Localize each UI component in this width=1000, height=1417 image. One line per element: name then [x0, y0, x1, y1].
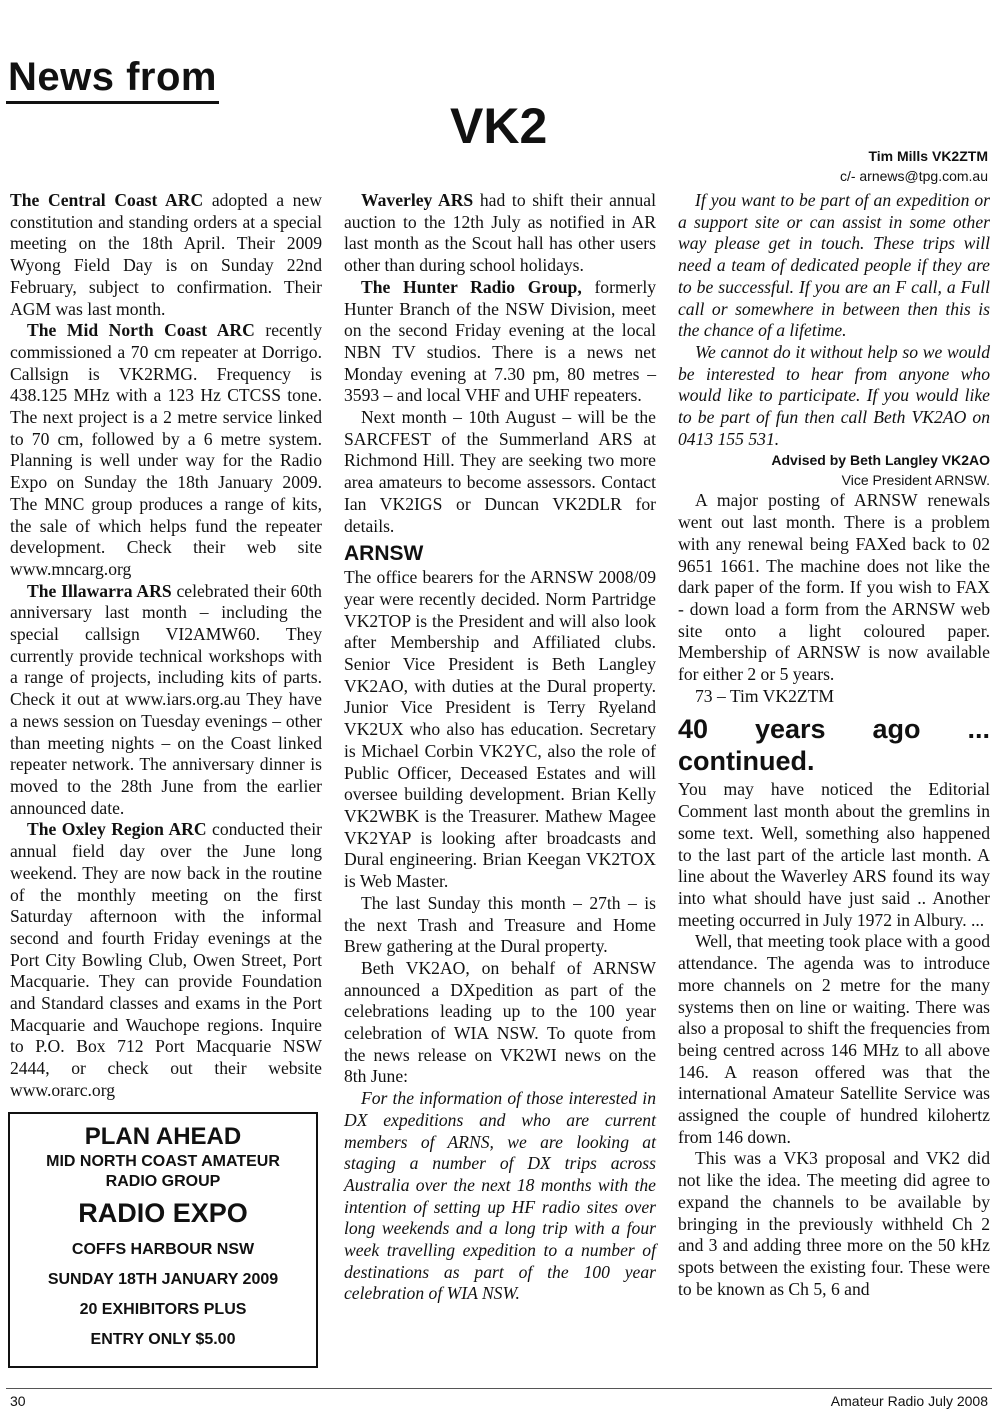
paragraph-trash-treasure: The last Sunday this month – 27th – is the next Trash and Treasure and Home Brew gathering at the Dural property.	[344, 892, 656, 957]
paragraph-gremlins: You may have noticed the Editorial Comment last month about the gremlins in some text. Well, something also happened to the last part of the article last month. A line about the Waverley ARS found its way into what should have just said .. Another meeting occurred in July 1972 in Albury. ...	[678, 779, 990, 930]
region-title: VK2	[450, 98, 548, 154]
author-email: c/- arnews@tpg.com.au	[839, 168, 988, 184]
ad-organiser-line1: MID NORTH COAST AMATEUR	[46, 1153, 280, 1170]
column-1	[10, 190, 322, 1102]
ad-event-name: RADIO EXPO	[78, 1198, 248, 1228]
forty-years-heading: 40 years ago ... continued.	[678, 714, 990, 777]
quote-expedition-part2: We cannot do it without help so we would be interested to hear from anyone who would like to participate. If you would like to be part of fun then call Beth VK2AO on 0413 155 531.	[678, 341, 990, 449]
paragraph-waverley	[344, 190, 656, 277]
signoff: 73 – Tim VK2ZTM	[695, 685, 834, 706]
org-name: Waverley ARS	[361, 190, 474, 210]
radio-expo-ad	[8, 1112, 318, 1368]
ad-heading: PLAN AHEAD	[84, 1123, 242, 1150]
org-name: The Mid North Coast ARC	[27, 320, 255, 341]
paragraph-next-month: Next month – 10th August – will be the SARCFEST of the Summerland ARS at Richmond Hill. They are seeking two more area amateurs to become assessors. Contact Ian VK2IGS or Duncan VK2DLR for details.	[344, 407, 656, 536]
publication-info: Amateur Radio July 2008	[830, 1393, 988, 1409]
paragraph-office-bearers: The office bearers for the ARNSW 2008/09 year were recently decided. Norm Partridge VK2TOP is the President and will also look after Membership and Affiliated clubs. Senior Vice President is Beth Langley VK2AO, with duties at the Dural property. Junior Vice President is Terry Ryeland VK2UX who also has education. Secretary is Michael Corbin VK2YC, also the role of Public Officer, Deceased Estates and will oversee building development. Brian Kelly VK2WBK is the Treasurer. Mathew Magee VK2YAP is looking after broadcasts and Dural engineering. Brian Keegan VK2TOX is Web Master.	[344, 567, 656, 892]
attribution-title: Vice President ARNSW.	[841, 472, 990, 489]
paragraph-illawarra	[10, 581, 322, 820]
author-name: Tim Mills VK2ZTM	[868, 148, 988, 164]
paragraph-text: had to shift their annual auction to the 12th July as notified in AR last month as the Scout hall has other users other than during school holidays.	[344, 190, 657, 276]
byline	[840, 146, 988, 186]
column-2	[344, 190, 656, 1305]
paragraph-meeting: Well, that meeting took place with a good attendance. The agenda was to introduce more channels on 2 metre for the many systems then on line or waiting. There was also a proposal to shift the frequencies from being centred across 146 MHz to all above 146. A reason offered was that the international Amateur Satellite Service was assigned the couple of hundred kilohertz from 146 down.	[678, 931, 990, 1147]
org-name: The Illawarra ARS	[27, 580, 172, 601]
paragraph-dxpedition: Beth VK2AO, on behalf of ARNSW announced a DXpedition as part of the celebrations leading up to the 100 year celebration of WIA NSW. To quote from the news release on VK2WI news on the 8th June:	[344, 957, 656, 1087]
quote-expedition-part1: If you want to be part of an expedition or a support site or can assist in some other way please get in touch. These trips will need a team of dedicated people if they are to be successful. If you are an F call, a Full call or somewhere in between then this is the chance of a lifetime.	[678, 190, 990, 341]
attribution	[678, 450, 990, 490]
org-name: The Oxley Region ARC	[27, 819, 207, 840]
paragraph-text: formerly Hunter Branch of the NSW Division, meet on the second Friday evening at the local NBN TV studios. There is a news net Monday evening at 7.30 pm, 80 metres – 3593 – and local VHF and UHF repeaters.	[344, 276, 656, 406]
paragraph-hunter	[344, 277, 656, 407]
footer-rule	[6, 1388, 992, 1389]
column-3	[678, 190, 990, 1300]
ad-organiser-line2: RADIO GROUP	[105, 1173, 221, 1190]
paragraph-text: conducted their annual field day over the June long weekend. They are now back in the routine of the monthly meeting on the first Saturday afternoon with the informal second and fourth Friday evenings at the Port City Bowling Club, Owen Street, Port Macquarie. They can provide Foundation and Standard classes and exams in the Port Macquarie and Wauchope regions. Inquire to P.O. Box 712 Port Macquarie NSW 2444, or check out their website www.orarc.org	[10, 819, 322, 1100]
paragraph-text: adopted a new constitution and standing orders at a special meeting on the 18th April. Their 2009 Wyong Field Day is on Sunday 22nd February, subject to confirmation. Their AGM was last month.	[10, 190, 322, 319]
paragraph-oxley	[10, 819, 322, 1101]
paragraph-text: celebrated their 60th anniversary last month – including the special callsign VI2AMW60. They currently provide technical workshops with a range of projects, including kits of parts. Check it out at www.iars.org.au They have a news session on Tuesday evenings – other than meeting nights – on the Coast linked repeater network. The anniversary dinner is moved to the 28th June from the earlier announced date.	[10, 580, 322, 818]
ad-entry-price: ENTRY ONLY $5.00	[90, 1331, 236, 1348]
page-number: 30	[10, 1393, 26, 1409]
ad-date: SUNDAY 18TH JANUARY 2009	[47, 1271, 279, 1288]
paragraph-text: recently commissioned a 70 cm repeater at Dorrigo. Callsign is VK2RMG. Frequency is 438.125 MHz with a 123 Hz CTCSS tone. The next project is a 2 metre service linked to 70 cm, followed by a 6 metre system. Planning is well under way for the Radio Expo on Sunday the 18th January 2009. The MNC group produces a range of kits, the sale of which helps fund the repeater development. Check their web site www.mncarg.org	[10, 320, 322, 579]
attribution-name: Advised by Beth Langley VK2AO	[771, 452, 990, 469]
title-underline	[6, 101, 219, 104]
ad-location: COFFS HARBOUR NSW	[71, 1241, 255, 1258]
org-name: The Hunter Radio Group,	[361, 276, 582, 297]
paragraph-mid-north-coast	[10, 320, 322, 580]
ad-exhibitors: 20 EXHIBITORS PLUS	[79, 1301, 247, 1318]
paragraph-vk3-proposal: This was a VK3 proposal and VK2 did not like the idea. The meeting did agree to expand the channels to be available by bringing in the previously withheld Ch 2 and 3 and adding three more on the 50 kHz spots between the existing four. These were to be known as Ch 5, 6 and	[678, 1148, 990, 1299]
paragraph-central-coast	[10, 190, 322, 320]
paragraph-renewals: A major posting of ARNSW renewals went out last month. There is a problem with any renewal being FAXed back to 02 9651 1661. The machine does not like the dark paper of the form. If you wish to FAX - down load a form from the ARNSW web site onto a light coloured paper. Membership of ARNSW is now available for either 2 or 5 years.	[678, 490, 990, 685]
org-name: The Central Coast ARC	[10, 190, 204, 210]
arnsw-heading: ARNSW	[344, 542, 424, 566]
quote-dxpedition: For the information of those interested in DX expeditions and who are current members of ARNS, we are looking at staging a number of DX trips across Australia over the next 18 months with the intention of setting up HF radio sites over long weekends and a long trip with a four week travelling expedition to a number of destinations as part of the 100 year celebration of WIA NSW.	[344, 1088, 656, 1304]
section-title: News from	[8, 55, 217, 99]
